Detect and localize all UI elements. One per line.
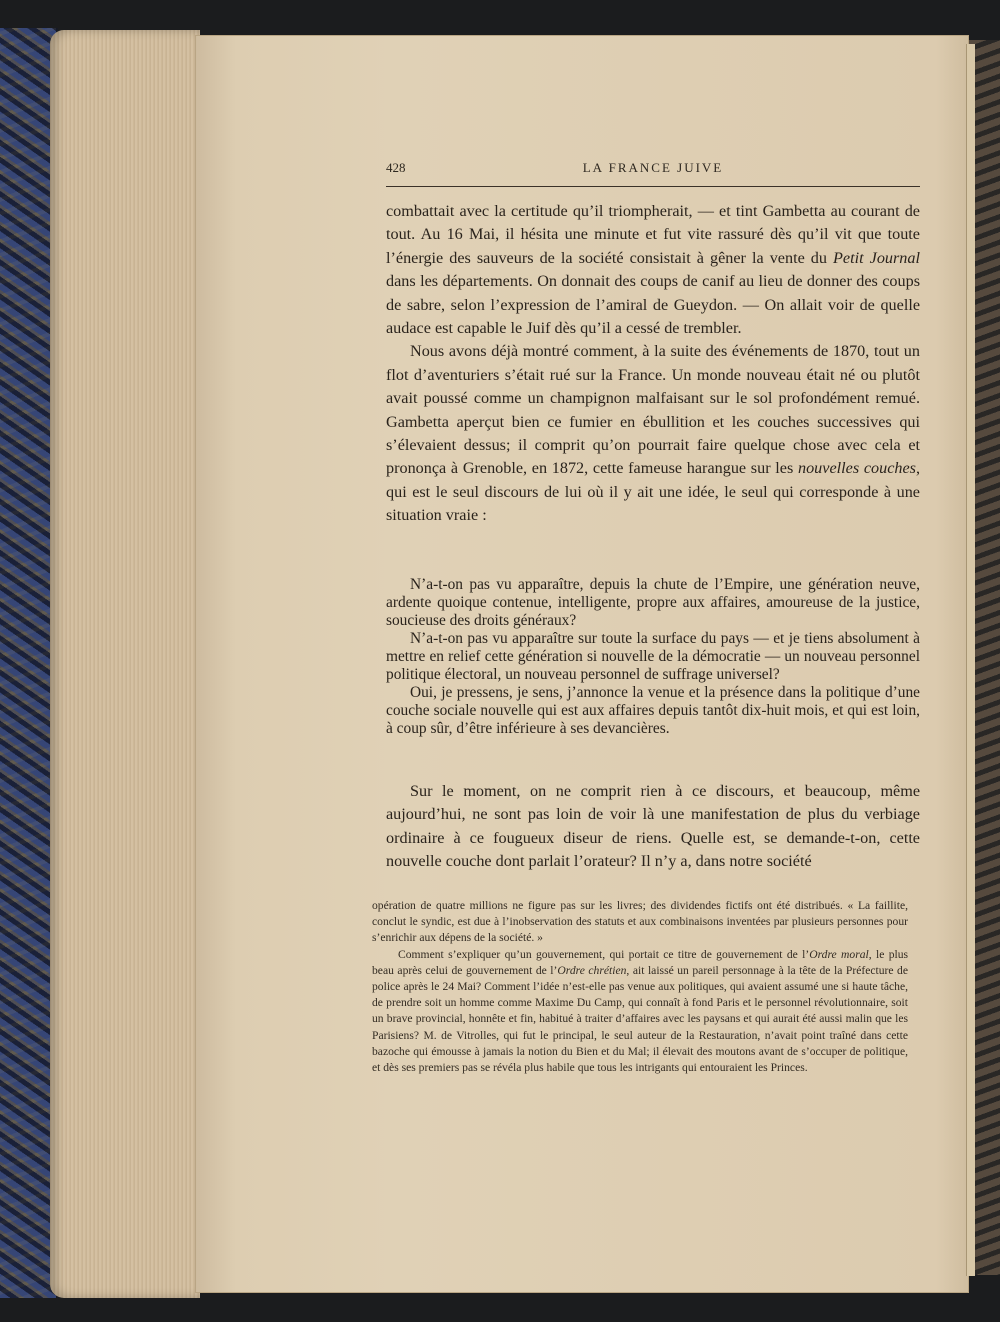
paragraph-1: combattait avec la certitude qu’il triompherait, — et tint Gambetta au courant de tout. Au 16 Mai, il hésita une minute et fut vite rassuré dès qu’il vit que toute l’énergie des sauveurs de la société consistait à gêner la vente du Petit Journal dans les départements. On donnait des coups de canif au lieu de donner des coups de sabre, selon l’expression de l’amiral de Gueydon. — On allait voir de quelle audace est capable le Juif dès qu’il a cessé de trembler.	[386, 202, 920, 338]
quote-paragraph: N’a-t-on pas vu apparaître, depuis la chute de l’Empire, une génération neuve, ardente quoique contenue, intelligente, propre aux affaires, amoureuse de la justice, soucieuse des droits généraux?	[386, 576, 920, 629]
paragraph-3: Sur le moment, on ne comprit rien à ce discours, et beaucoup, même aujourd’hui, ne sont pas loin de voir là une manifestation de plus du verbiage ordinaire à ce fougueux diseur de riens. Quelle est, se demande-t-on, cette nouvelle couche dont parlait l’orateur? Il n’y a, dans notre société	[386, 782, 920, 871]
page-stack-edge	[50, 30, 200, 1298]
footnote-paragraph: Comment s’expliquer qu’un gouvernement, qui portait ce titre de gouvernement de l’Ordre moral, le plus beau après celui de gouvernement de l’Ordre chrétien, ait laissé un pareil personnage à la tête de la Préfecture de police après le 24 Mai? Comment l’idée n’est-elle pas venue aux politiques, qui avaient assumé une si haute tâche, de prendre soit un homme comme Maxime Du Camp, qui connaît à fond Paris et le personnel révolutionnaire, soit un brave provincial, honnête et fin, habitué à traiter d’affaires avec les paysans et qui aurait été aussi malin que les Parisiens? M. de Vitrolles, qui fut le principal, le seul auteur de la Restauration, n’avait point traîné dans cette bazoche qui émousse à jamais la notion du Bien et du Mal; il élevait des moutons avant de s’occuper de politique, et dès ses premiers pas se révéla plus habile que tous les intrigants qui entouraient les Princes.	[372, 947, 909, 1075]
italic-phrase: nouvelles couches	[797, 459, 916, 478]
footnote-continuation: opération de quatre millions ne figure pas sur les livres; des dividendes fictifs ont été distribués. « La faillite, conclut le syndic, est due à l’inobservation des statuts et aux combinaisons inventées par plusieurs personnes pour s’enrichir aux dépens de la société. »	[372, 899, 908, 945]
italic-title: Petit Journal	[833, 248, 920, 267]
footnote	[372, 898, 908, 1076]
block-quote	[386, 576, 920, 738]
quote-paragraph: Oui, je pressens, je sens, j’annonce la venue et la présence dans la politique d’une couche sociale nouvelle qui est aux affaires depuis tantôt dix-huit mois, et qui est loin, à coup sûr, d’être inférieure à ses devancières.	[386, 684, 920, 737]
facing-page-edge	[966, 44, 975, 1276]
running-header	[386, 160, 920, 187]
page-number: 428	[386, 160, 406, 175]
paragraph-2: Nous avons déjà montré comment, à la suite des événements de 1870, tout un flot d’aventuriers s’était rué sur la France. Un monde nouveau était né ou plutôt avait poussé comme un champignon malfaisant sur le sol profondément remué. Gambetta aperçut bien ce fumier en ébullition et les couches successives qui s’élevaient dessus; il comprit qu’on pourrait faire quelque chose avec cela et prononça à Grenoble, en 1872, cette fameuse harangue sur les nouvelles couches, qui est le seul discours de lui où il y ait une idée, le seul qui corresponde à une situation vraie :	[386, 342, 920, 525]
main-text-continued	[386, 780, 920, 874]
quote-paragraph: N’a-t-on pas vu apparaître sur toute la surface du pays — et je tiens absolument à mettre en relief cette génération si nouvelle de la démocratie — un nouveau personnel politique électoral, un nouveau personnel de suffrage universel?	[386, 630, 920, 683]
running-title: LA FRANCE JUIVE	[582, 160, 724, 175]
main-text	[386, 200, 920, 528]
